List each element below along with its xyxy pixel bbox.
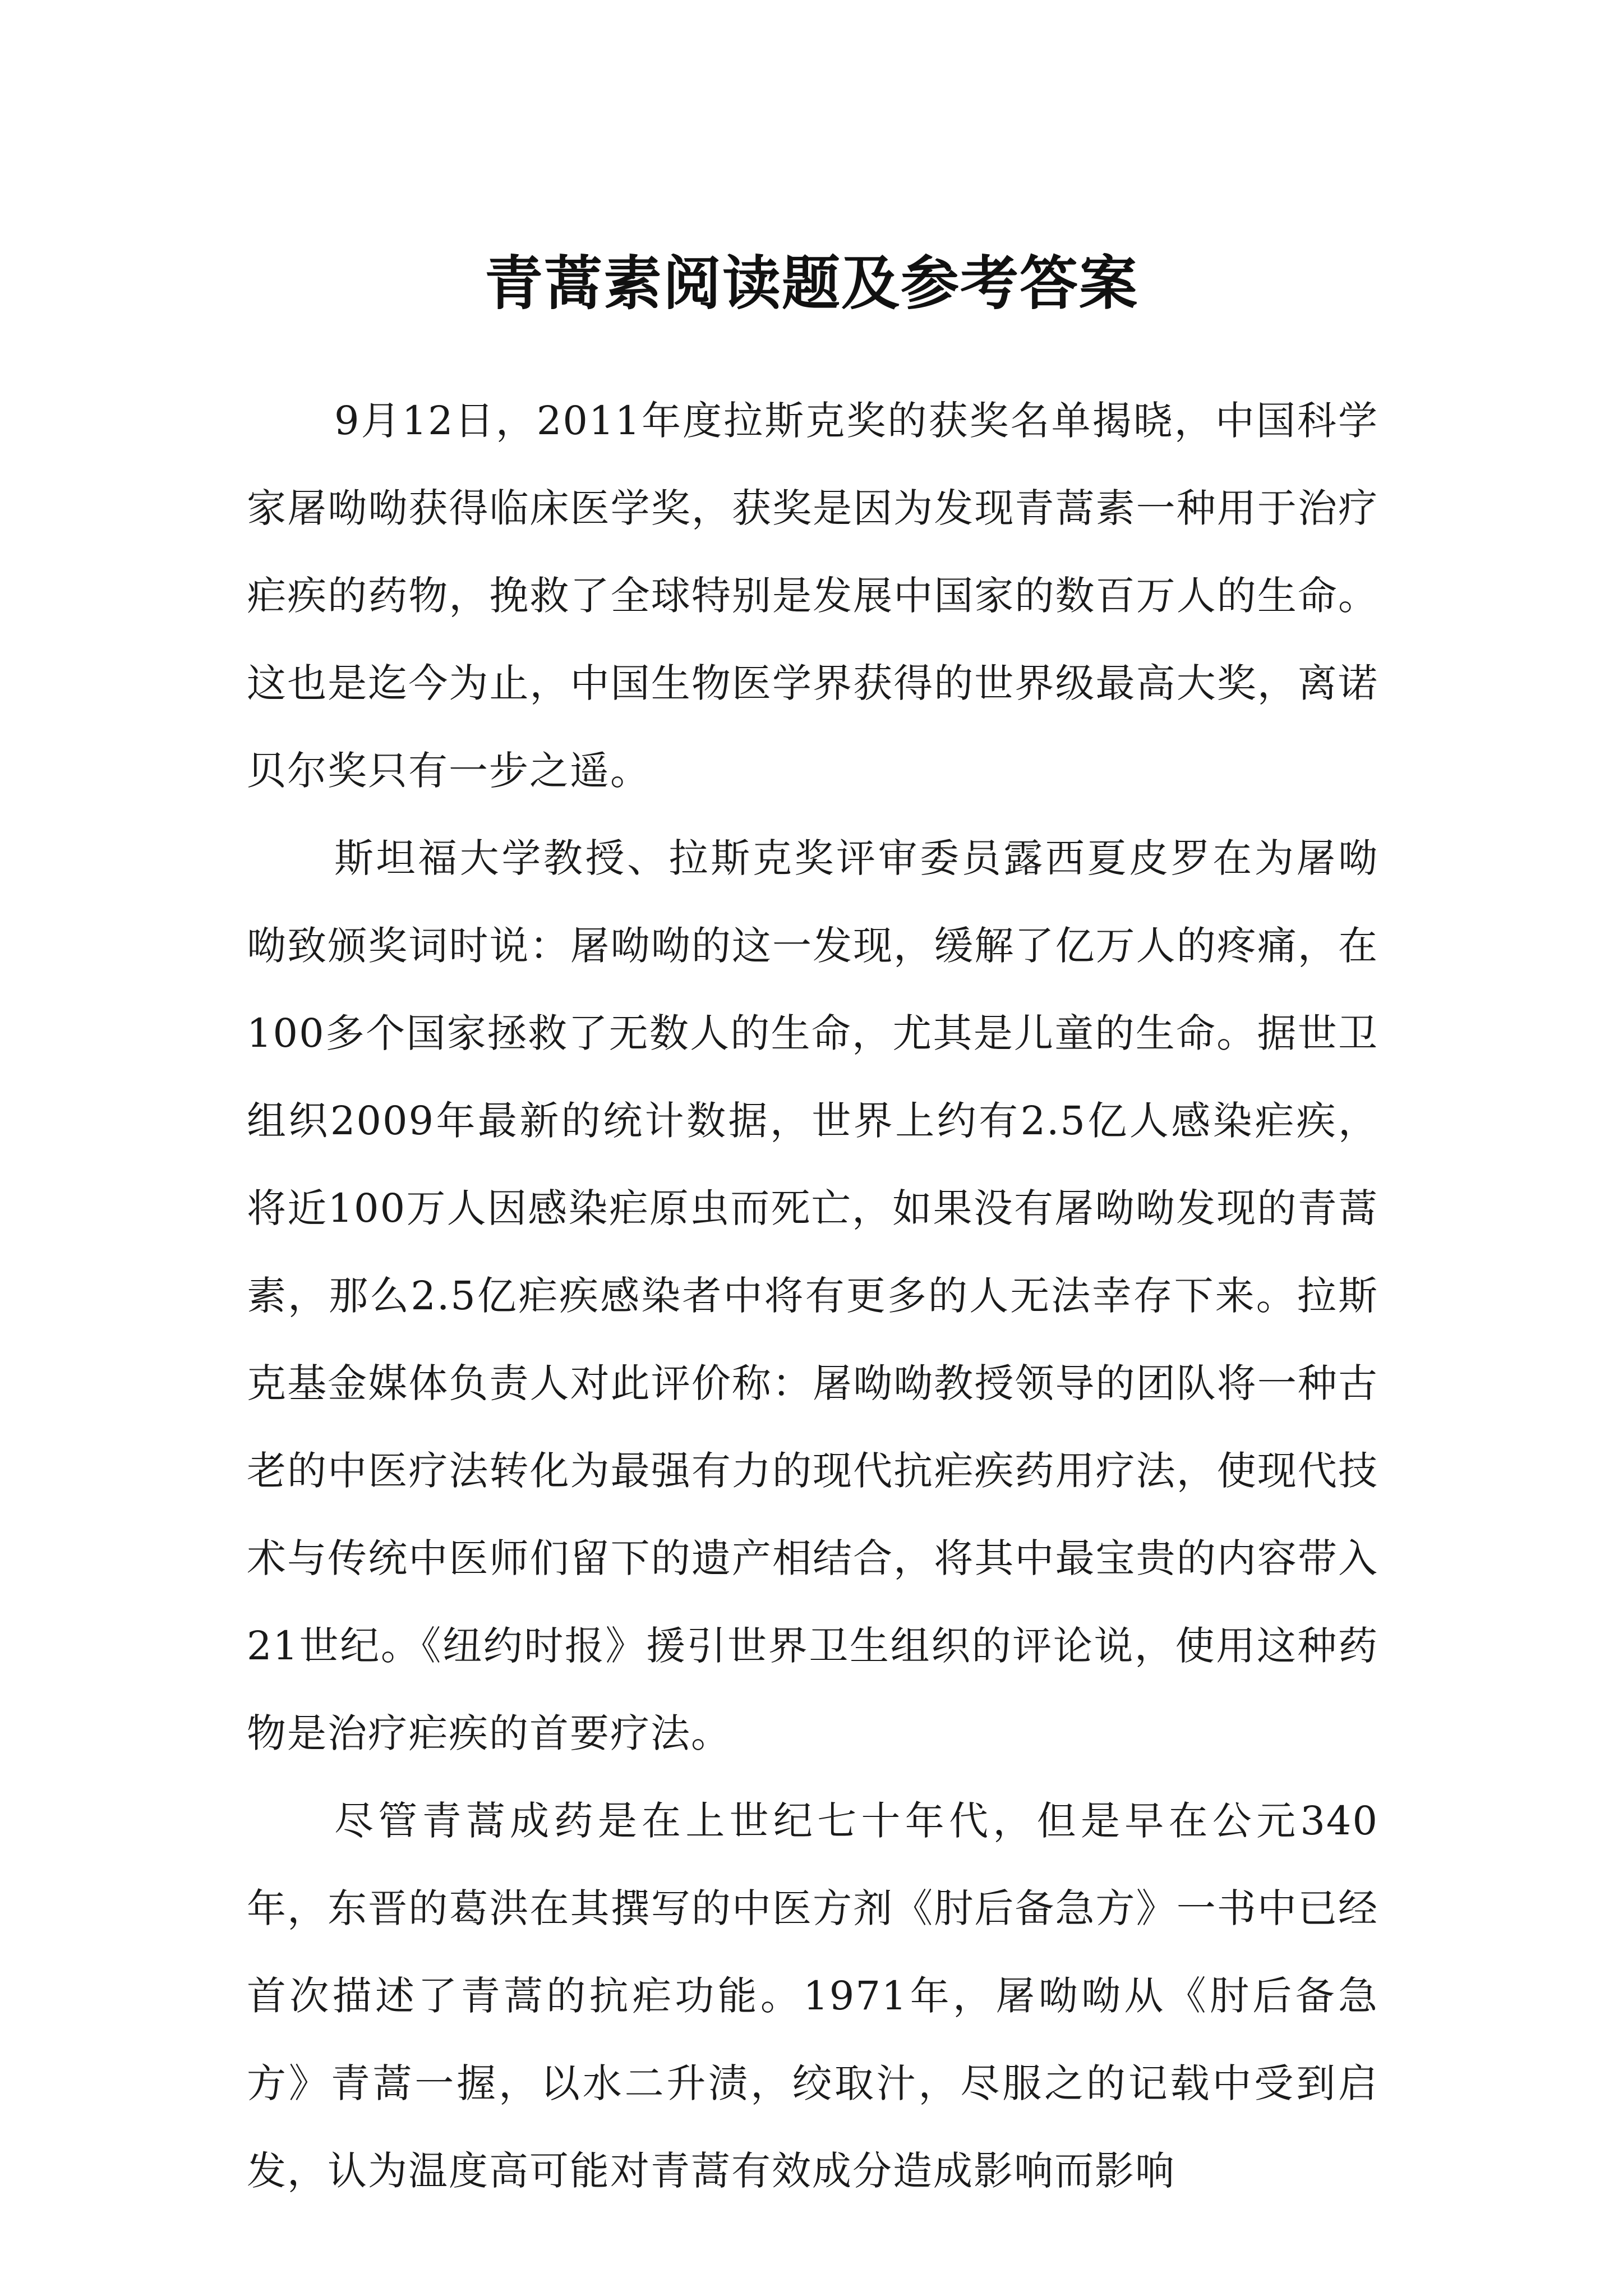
paragraph-1: 9月12日，2011年度拉斯克奖的获奖名单揭晓，中国科学家屠呦呦获得临床医学奖，获奖是因为发现青蒿素一种用于治疗疟疾的药物，挽救了全球特别是发展中国家的数百万人的生命。这也是迄今为止，中国生物医学界获得的世界级最高大奖，离诺贝尔奖只有一步之遥。 bbox=[247, 398, 1378, 794]
document-title: 青蒿素阅读题及参考答案 bbox=[484, 248, 1138, 318]
document-body bbox=[247, 377, 1378, 2215]
paragraph-3: 尽管青蒿成药是在上世纪七十年代，但是早在公元340年，东晋的葛洪在其撰写的中医方剂《肘后备急方》一书中已经首次描述了青蒿的抗疟功能。1971年，屠呦呦从《肘后备急方》青蒿一握，以水二升渍，绞取汁，尽服之的记载中受到启发，认为温度高可能对青蒿有效成分造成影响而影响 bbox=[247, 1798, 1378, 2194]
paragraph-2: 斯坦福大学教授、拉斯克奖评审委员露西夏皮罗在为屠呦呦致颁奖词时说：屠呦呦的这一发现，缓解了亿万人的疼痛，在100多个国家拯救了无数人的生命，尤其是儿童的生命。据世卫组织2009年最新的统计数据，世界上约有2.5亿人感染疟疾，将近100万人因感染疟原虫而死亡，如果没有屠呦呦发现的青蒿素，那么2.5亿疟疾感染者中将有更多的人无法幸存下来。拉斯克基金媒体负责人对此评价称：屠呦呦教授领导的团队将一种古老的中医疗法转化为最强有力的现代抗疟疾药用疗法，使现代技术与传统中医师们留下的遗产相结合，将其中最宝贵的内容带入21世纪。《纽约时报》援引世界卫生组织的评论说，使用这种药物是治疗疟疾的首要疗法。 bbox=[247, 835, 1378, 1756]
